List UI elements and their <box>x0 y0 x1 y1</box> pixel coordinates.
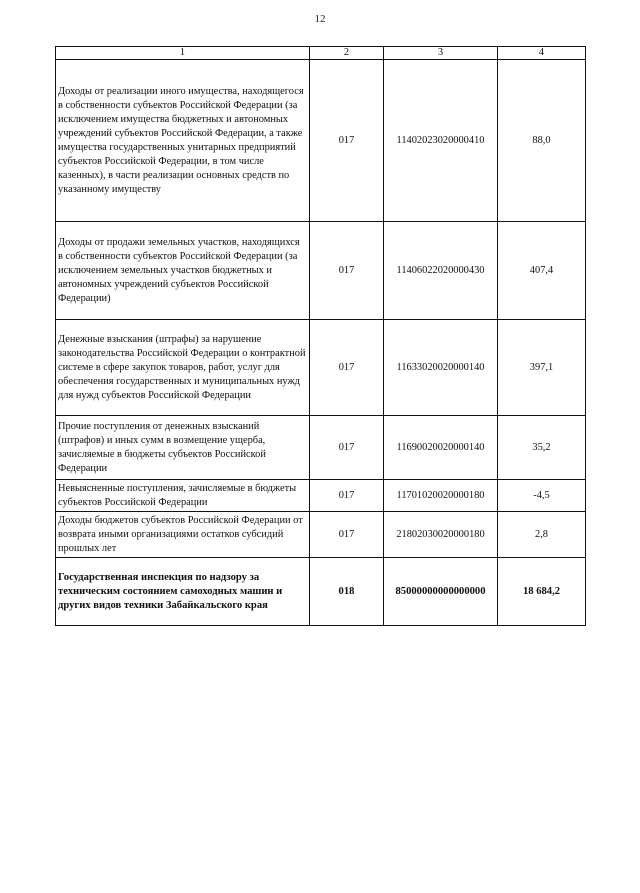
header-col-2: 2 <box>310 47 384 60</box>
total-amount: 18 684,2 <box>498 558 586 626</box>
row-admin-code: 017 <box>310 60 384 222</box>
row-budget-code: 21802030020000180 <box>384 512 498 558</box>
revenue-table <box>55 46 586 626</box>
page-number: 12 <box>314 13 326 25</box>
row-amount: -4,5 <box>498 480 586 512</box>
table-body <box>56 60 586 626</box>
row-amount: 35,2 <box>498 416 586 480</box>
row-admin-code: 017 <box>310 320 384 416</box>
row-admin-code: 017 <box>310 416 384 480</box>
table-row <box>56 416 586 480</box>
table-row <box>56 60 586 222</box>
row-name: Денежные взыскания (штрафы) за нарушение законодательства Российской Федерации о контрактной системе в сфере закупок товаров, работ, услуг для обеспечения государственных и муниципальных нужд для нужд субъектов Российской Федерации <box>56 320 310 416</box>
row-admin-code: 017 <box>310 512 384 558</box>
row-budget-code: 11690020020000140 <box>384 416 498 480</box>
header-row <box>56 47 586 60</box>
row-amount: 397,1 <box>498 320 586 416</box>
row-name: Прочие поступления от денежных взысканий (штрафов) и иных сумм в возмещение ущерба, зачисляемые в бюджеты субъектов Российской Федерации <box>56 416 310 480</box>
row-budget-code: 11406022020000430 <box>384 222 498 320</box>
total-budget-code: 85000000000000000 <box>384 558 498 626</box>
row-name: Доходы от реализации иного имущества, находящегося в собственности субъектов Российской Федерации (за исключением имущества бюджетных и автономных учреждений субъектов Российской Федерации, а также имущества государственных унитарных предприятий субъектов Российской Федерации, в том числе казенных), в части реализации основных средств по указанному имуществу <box>56 60 310 222</box>
row-name: Невыясненные поступления, зачисляемые в бюджеты субъектов Российской Федерации <box>56 480 310 512</box>
table-row <box>56 480 586 512</box>
row-budget-code: 11701020020000180 <box>384 480 498 512</box>
row-name: Доходы бюджетов субъектов Российской Федерации от возврата иными организациями остатков субсидий прошлых лет <box>56 512 310 558</box>
row-amount: 88,0 <box>498 60 586 222</box>
table-header <box>56 47 586 60</box>
table-row <box>56 320 586 416</box>
row-admin-code: 017 <box>310 222 384 320</box>
table-row <box>56 512 586 558</box>
header-col-3: 3 <box>384 47 498 60</box>
row-admin-code: 017 <box>310 480 384 512</box>
total-row <box>56 558 586 626</box>
row-name: Доходы от продажи земельных участков, находящихся в собственности субъектов Российской Федерации (за исключением земельных участков бюджетных и автономных учреждений субъектов Российской Федерации) <box>56 222 310 320</box>
row-budget-code: 11402023020000410 <box>384 60 498 222</box>
row-amount: 407,4 <box>498 222 586 320</box>
table-row <box>56 222 586 320</box>
row-amount: 2,8 <box>498 512 586 558</box>
header-col-4: 4 <box>498 47 586 60</box>
row-budget-code: 11633020020000140 <box>384 320 498 416</box>
total-name: Государственная инспекция по надзору за техническим состоянием самоходных машин и других видов техники Забайкальского края <box>56 558 310 626</box>
header-col-1: 1 <box>56 47 310 60</box>
total-admin-code: 018 <box>310 558 384 626</box>
